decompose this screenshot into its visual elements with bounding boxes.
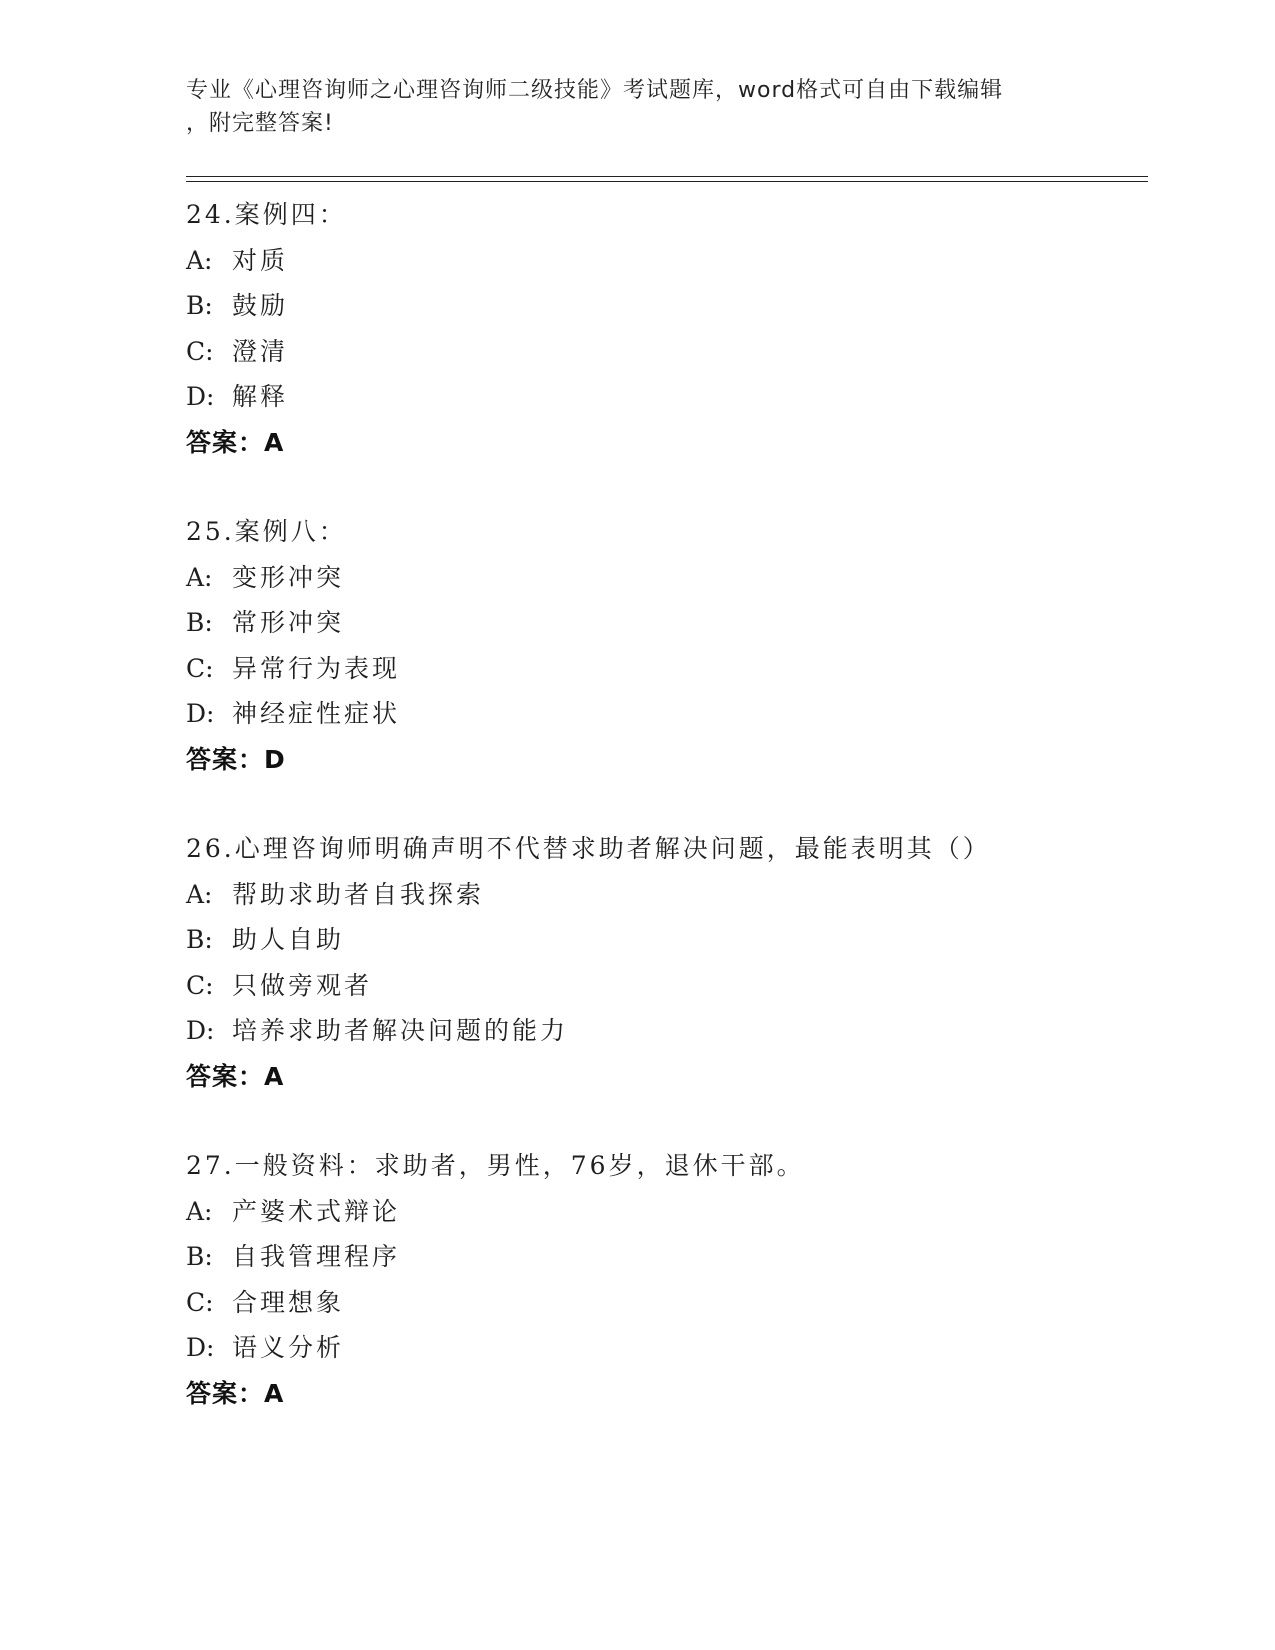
option-label: B: [186, 925, 213, 954]
option-c [186, 963, 1146, 1009]
option-text: 只做旁观者 [232, 970, 373, 1000]
option-text: 产婆术式辩论 [232, 1196, 401, 1226]
question-list [186, 192, 1146, 1460]
answer: 答案：D [186, 744, 286, 774]
option-text: 神经症性症状 [232, 699, 401, 728]
question-stem: 24.案例四： [186, 200, 347, 229]
question-stem: 26.心理咨询师明确声明不代替求助者解决问题，最能表明其（） [186, 834, 991, 863]
option-label: A: [186, 1196, 213, 1226]
option-text: 自我管理程序 [232, 1242, 401, 1271]
option-text: 培养求助者解决问题的能力 [232, 1016, 569, 1045]
option-label: D: [186, 382, 215, 411]
option-text: 异常行为表现 [232, 653, 401, 683]
header-line-2: ，附完整答案! [186, 111, 334, 136]
option-b [186, 1234, 1146, 1280]
option-label: B: [186, 291, 213, 320]
option-a [186, 555, 1146, 601]
option-d [186, 1008, 1146, 1054]
header-line-1: 专业《心理咨询师之心理咨询师二级技能》考试题库，word格式可自由下载编辑 [186, 78, 1004, 103]
option-b [186, 917, 1146, 963]
option-text: 鼓励 [232, 291, 289, 320]
option-label: C: [186, 970, 214, 1000]
question-24 [186, 192, 1146, 465]
question-stem: 25.案例八： [186, 517, 347, 546]
option-label: C: [186, 1287, 214, 1317]
question-25 [186, 509, 1146, 782]
option-label: B: [186, 1242, 213, 1271]
option-c [186, 646, 1146, 692]
question-26 [186, 826, 1146, 1099]
option-b [186, 283, 1146, 329]
option-label: C: [186, 653, 214, 683]
option-d [186, 374, 1146, 420]
option-label: D: [186, 1333, 215, 1362]
option-text: 解释 [232, 382, 289, 411]
option-label: C: [186, 336, 214, 366]
answer: 答案：A [186, 427, 285, 457]
option-a [186, 238, 1146, 284]
option-text: 助人自助 [232, 925, 345, 954]
option-c [186, 1280, 1146, 1326]
option-label: B: [186, 608, 213, 637]
option-text: 语义分析 [232, 1333, 345, 1362]
option-text: 合理想象 [232, 1287, 345, 1317]
option-a [186, 872, 1146, 918]
option-label: D: [186, 699, 215, 728]
option-d [186, 691, 1146, 737]
answer: 答案：A [186, 1061, 285, 1091]
option-label: D: [186, 1016, 215, 1045]
option-b [186, 600, 1146, 646]
header-divider-bottom [186, 181, 1148, 182]
document-header [186, 74, 1086, 140]
option-c [186, 329, 1146, 375]
option-text: 常形冲突 [232, 608, 345, 637]
option-a [186, 1189, 1146, 1235]
option-d [186, 1325, 1146, 1371]
option-text: 变形冲突 [232, 562, 345, 592]
option-label: A: [186, 562, 213, 592]
option-label: A: [186, 245, 213, 275]
answer: 答案：A [186, 1378, 285, 1408]
header-divider-top [186, 176, 1148, 177]
option-label: A: [186, 879, 213, 909]
option-text: 澄清 [232, 336, 289, 366]
question-27 [186, 1143, 1146, 1416]
option-text: 帮助求助者自我探索 [232, 879, 485, 909]
option-text: 对质 [232, 245, 289, 275]
question-stem: 27.一般资料：求助者，男性，76岁，退休干部。 [186, 1151, 805, 1180]
